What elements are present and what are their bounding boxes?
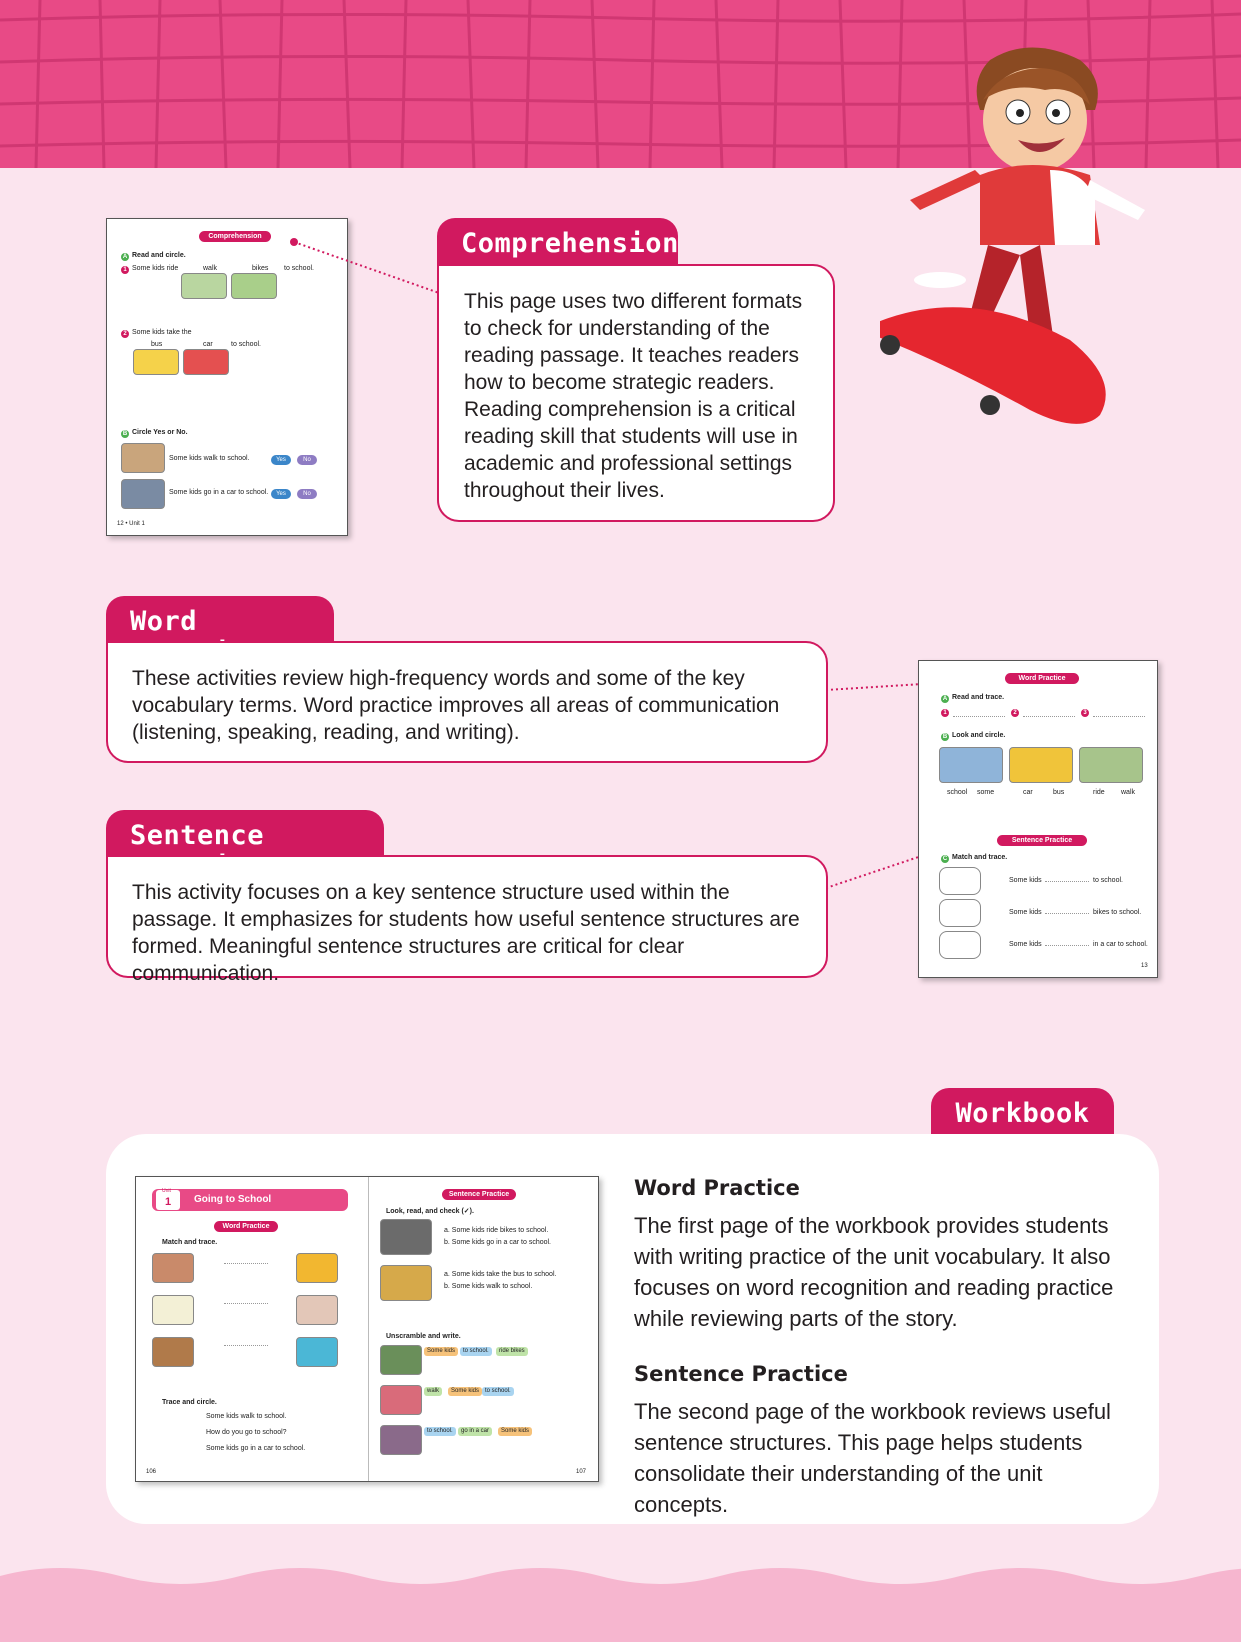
workbook-sentence-heading: Sentence Practice (634, 1362, 848, 1386)
rp-photo-school (939, 747, 1003, 783)
wb-check-photo-2 (380, 1265, 432, 1301)
rp-word-1a: school (947, 789, 968, 796)
rp-word-1b: some (977, 789, 995, 796)
rp-c-label: Match and trace. (952, 854, 1008, 861)
rp-word-3a: ride (1093, 789, 1105, 796)
comprehension-page-title: Comprehension (199, 231, 271, 242)
sentence-practice-tab: Sentence (106, 810, 384, 858)
q2-text: Some kids take the (132, 329, 192, 336)
sentence-practice-description: This activity focuses on a key sentence structure used within the passage. It emphasizes for students how useful sentence structures are formed. Meaningful sentence structures are critical for clear communication. (106, 855, 828, 978)
unit-number: 1 (156, 1190, 180, 1210)
rp-page-number: 13 (1141, 963, 1148, 969)
check-1a: a. Some kids ride bikes to school. (444, 1227, 549, 1234)
rp-match-photo-2 (939, 899, 981, 927)
section-b-marker: B (122, 431, 128, 437)
word-practice-description: These activities review high-frequency words and some of the key vocabulary terms. Word practice improves all areas of communication (listening, speaking, reading, and writing). (106, 641, 828, 763)
check-1b: b. Some kids go in a car to school. (444, 1239, 551, 1246)
comprehension-description: This page uses two different formats to check for understanding of the reading passage. It teaches readers how to become strategic readers. Reading comprehension is a critical reading skill that students will use in academic and professional settings throughout their lives. (437, 264, 835, 522)
workbook-sentence-practice-pill: Sentence Practice (442, 1189, 516, 1200)
b1-photo (121, 443, 165, 473)
rp-trace-line-3 (1093, 716, 1145, 717)
rp-photo-bus (1009, 747, 1073, 783)
section-a-label: Read and circle. (132, 252, 186, 259)
workbook-word-body: The first page of the workbook provides students with writing practice of the unit vocabulary. It also focuses on word recognition and reading practice while reviewing parts of the story. (634, 1213, 1114, 1331)
chip-1b: to school. (460, 1347, 492, 1356)
workbook-sentence-body: The second page of the workbook reviews useful sentence structures. This page helps students consolidate their understanding of the unit concepts. (634, 1399, 1111, 1517)
b2-photo (121, 479, 165, 509)
chip-2c: to school. (482, 1387, 514, 1396)
trace-item-3: Some kids go in a car to school. (206, 1445, 306, 1452)
chip-3c: Some kids (498, 1427, 532, 1436)
look-label: Look, read, and check (✓). (386, 1208, 474, 1215)
check-2b: b. Some kids walk to school. (444, 1283, 533, 1290)
chip-3b: go in a car (458, 1427, 492, 1436)
q2-option-1: bus (151, 341, 163, 348)
unscramble-label: Unscramble and write. (386, 1333, 461, 1340)
practice-page-thumbnail (918, 660, 1158, 978)
q1-marker: 1 (121, 266, 129, 274)
skateboard-boy-illustration (880, 40, 1200, 440)
rp-word-3b: walk (1121, 789, 1136, 796)
rp-trace-line-2 (1023, 716, 1075, 717)
check-2a: a. Some kids take the bus to school. (444, 1271, 557, 1278)
q1-photo-walk (181, 273, 227, 299)
rp-match-line-1 (1045, 881, 1089, 882)
rp-word-2a: car (1023, 789, 1033, 796)
wb-check-photo-1 (380, 1219, 432, 1255)
rp-photo-horse (1079, 747, 1143, 783)
rp-trace-2-marker: 2 (1011, 709, 1019, 717)
match-label: Match and trace. (162, 1239, 218, 1246)
rp-trace-1-marker: 1 (941, 709, 949, 717)
b1-no: No (297, 455, 317, 465)
rp-end-2: bikes to school. (1093, 909, 1142, 916)
q2-photo-bus (133, 349, 179, 375)
b1-yes: Yes (271, 455, 291, 465)
b2-text: Some kids go in a car to school. (169, 489, 269, 496)
word-practice-tab: Word (106, 596, 334, 644)
chip-2a: walk (424, 1387, 442, 1396)
rp-trace-3-marker: 3 (1081, 709, 1089, 717)
rp-a-marker: A (942, 696, 948, 702)
b2-no: No (297, 489, 317, 499)
trace-label: Trace and circle. (162, 1399, 217, 1406)
word-practice-pill: Word Practice (1005, 673, 1079, 684)
sentence-practice-pill: Sentence Practice (997, 835, 1087, 846)
trace-item-2: How do you go to school? (206, 1429, 287, 1436)
rp-match-photo-1 (939, 867, 981, 895)
rp-match-line-2 (1045, 913, 1089, 914)
section-a-marker: A (122, 254, 128, 260)
q2-marker: 2 (121, 330, 129, 338)
left-page-number: 106 (146, 1469, 157, 1475)
rp-b-marker: B (942, 734, 948, 740)
q1-option-1: walk (203, 265, 218, 272)
wb-trace-line-2 (224, 1303, 268, 1304)
rp-end-3: in a car to school. (1093, 941, 1148, 948)
rp-match-photo-3 (939, 931, 981, 959)
q2-end: to school. (231, 341, 261, 348)
rp-b-label: Look and circle. (952, 732, 1006, 739)
q1-option-2: bikes (252, 265, 269, 272)
workbook-word-heading: Word Practice (634, 1176, 800, 1200)
rp-a-label: Read and trace. (952, 694, 1005, 701)
wb-unscramble-photo-1 (380, 1345, 422, 1375)
wb-photo-school (152, 1253, 194, 1283)
spread-gutter (368, 1177, 369, 1482)
rp-trace-line-1 (953, 716, 1005, 717)
wb-trace-line-1 (224, 1263, 268, 1264)
rp-start-1: Some kids (1009, 877, 1042, 884)
chip-2b: Some kids (448, 1387, 482, 1396)
wb-photo-bus (296, 1253, 338, 1283)
wb-photo-horse (152, 1337, 194, 1367)
wb-photo-bike (152, 1295, 194, 1325)
workbook-tab: Workbook (931, 1088, 1114, 1136)
wb-unscramble-photo-2 (380, 1385, 422, 1415)
rp-end-1: to school. (1093, 877, 1123, 884)
unit-label: Unit (162, 1188, 171, 1194)
b2-yes: Yes (271, 489, 291, 499)
wb-photo-skate (296, 1337, 338, 1367)
right-page-number: 107 (576, 1469, 587, 1475)
unit-title: Going to School (194, 1194, 272, 1205)
q1-text: Some kids ride (132, 265, 179, 272)
rp-start-2: Some kids (1009, 909, 1042, 916)
comprehension-page-footer: 12 • Unit 1 (117, 521, 145, 527)
b1-text: Some kids walk to school. (169, 455, 250, 462)
section-b-label: Circle Yes or No. (132, 429, 188, 436)
rp-match-line-3 (1045, 945, 1089, 946)
rp-start-3: Some kids (1009, 941, 1042, 948)
q1-photo-bikes (231, 273, 277, 299)
trace-item-1: Some kids walk to school. (206, 1413, 287, 1420)
q1-end: to school. (284, 265, 314, 272)
comprehension-connector (280, 236, 450, 300)
wb-trace-line-3 (224, 1345, 268, 1346)
workbook-word-practice-pill: Word Practice (214, 1221, 278, 1232)
chip-3a: to school. (424, 1427, 456, 1436)
chip-1a: Some kids (424, 1347, 458, 1356)
bottom-wave (0, 1560, 1241, 1642)
rp-c-marker: C (942, 856, 948, 862)
workbook-spread-thumbnail (135, 1176, 599, 1482)
q2-option-2: car (203, 341, 213, 348)
chip-1c: ride bikes (496, 1347, 528, 1356)
wb-photo-kid (296, 1295, 338, 1325)
rp-word-2b: bus (1053, 789, 1065, 796)
comprehension-tab: Comprehension (437, 218, 678, 266)
q2-photo-car (183, 349, 229, 375)
wb-unscramble-photo-3 (380, 1425, 422, 1455)
